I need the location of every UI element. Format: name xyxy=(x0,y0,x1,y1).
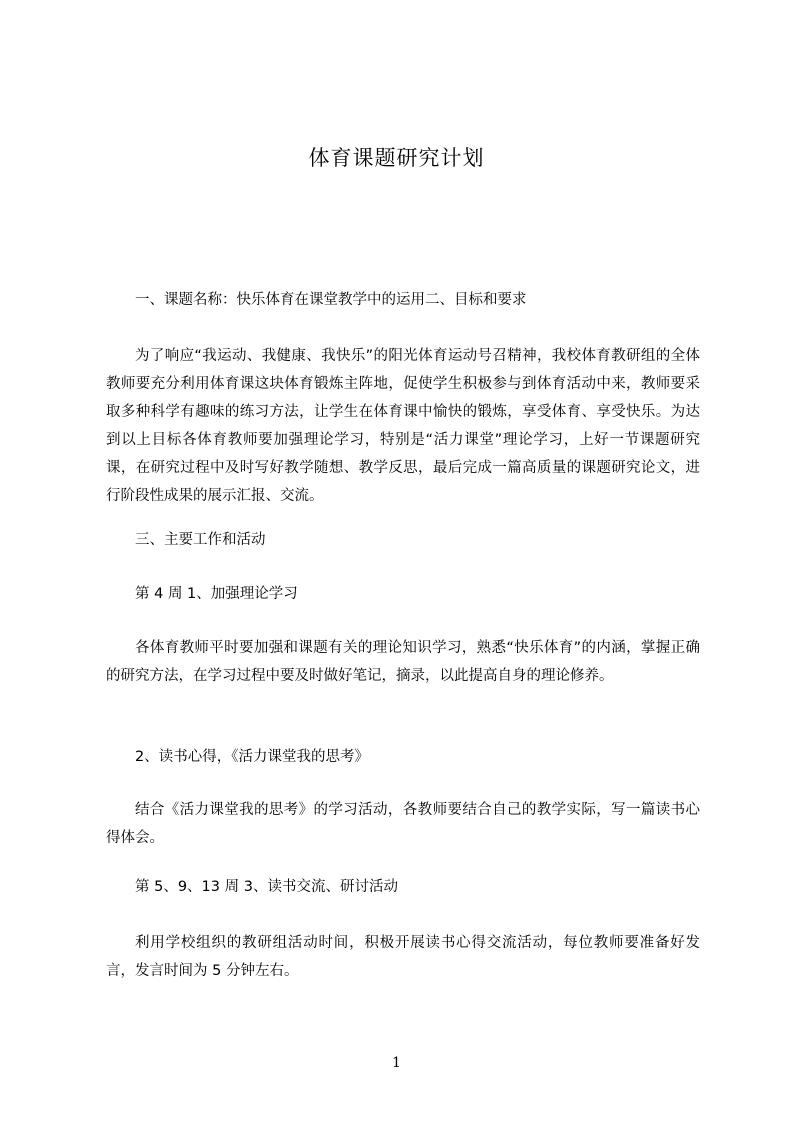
paragraph-reading-notes: 结合《活力课堂我的思考》的学习活动，各教师要结合自己的教学实际，写一篇读书心得体会。 xyxy=(106,802,700,846)
page-number: 1 xyxy=(392,1055,401,1071)
reading-notes-heading: 2、读书心得，《活力课堂我的思考》 xyxy=(135,749,369,765)
paragraph-goals: 为了响应“我运动、我健康、我快乐”的阳光体育运动号召精神，我校体育教研组的全体教师要充分利用体育课这块体育锻炼主阵地，促使学生积极参与到体育活动中来，教师要采取多种科学有趣味的练习方法，让学生在体育课中愉快的锻炼，享受体育、享受快乐。为达到以上目标各体育教师要加强理论学习，特别是“活力课堂”理论学习，上好一节课题研究课，在研究过程中及时写好教学随想、教学反思，最后完成一篇高质量的课题研究论文，进行阶段性成果的展示汇报、交流。 xyxy=(106,348,700,504)
week-4-heading: 第 4 周 1、加强理论学习 xyxy=(135,586,298,602)
paragraph-reading-exchange: 利用学校组织的教研组活动时间，积极开展读书心得交流活动，每位教师要准备好发言，发言时间为 5 分钟左右。 xyxy=(106,935,700,979)
paragraph-theory-study: 各体育教师平时要加强和课题有关的理论知识学习，熟悉“快乐体育”的内涵，掌握正确的研究方法，在学习过程中要及时做好笔记，摘录，以此提高自身的理论修养。 xyxy=(106,640,700,684)
section-heading-topic: 一、课题名称：快乐体育在课堂教学中的运用二、目标和要求 xyxy=(135,292,527,308)
week-5-9-13-heading: 第 5、9、13 周 3、读书交流、研讨活动 xyxy=(135,879,398,895)
document-title: 体育课题研究计划 xyxy=(308,146,485,170)
section-heading-activities: 三、主要工作和活动 xyxy=(135,532,266,548)
